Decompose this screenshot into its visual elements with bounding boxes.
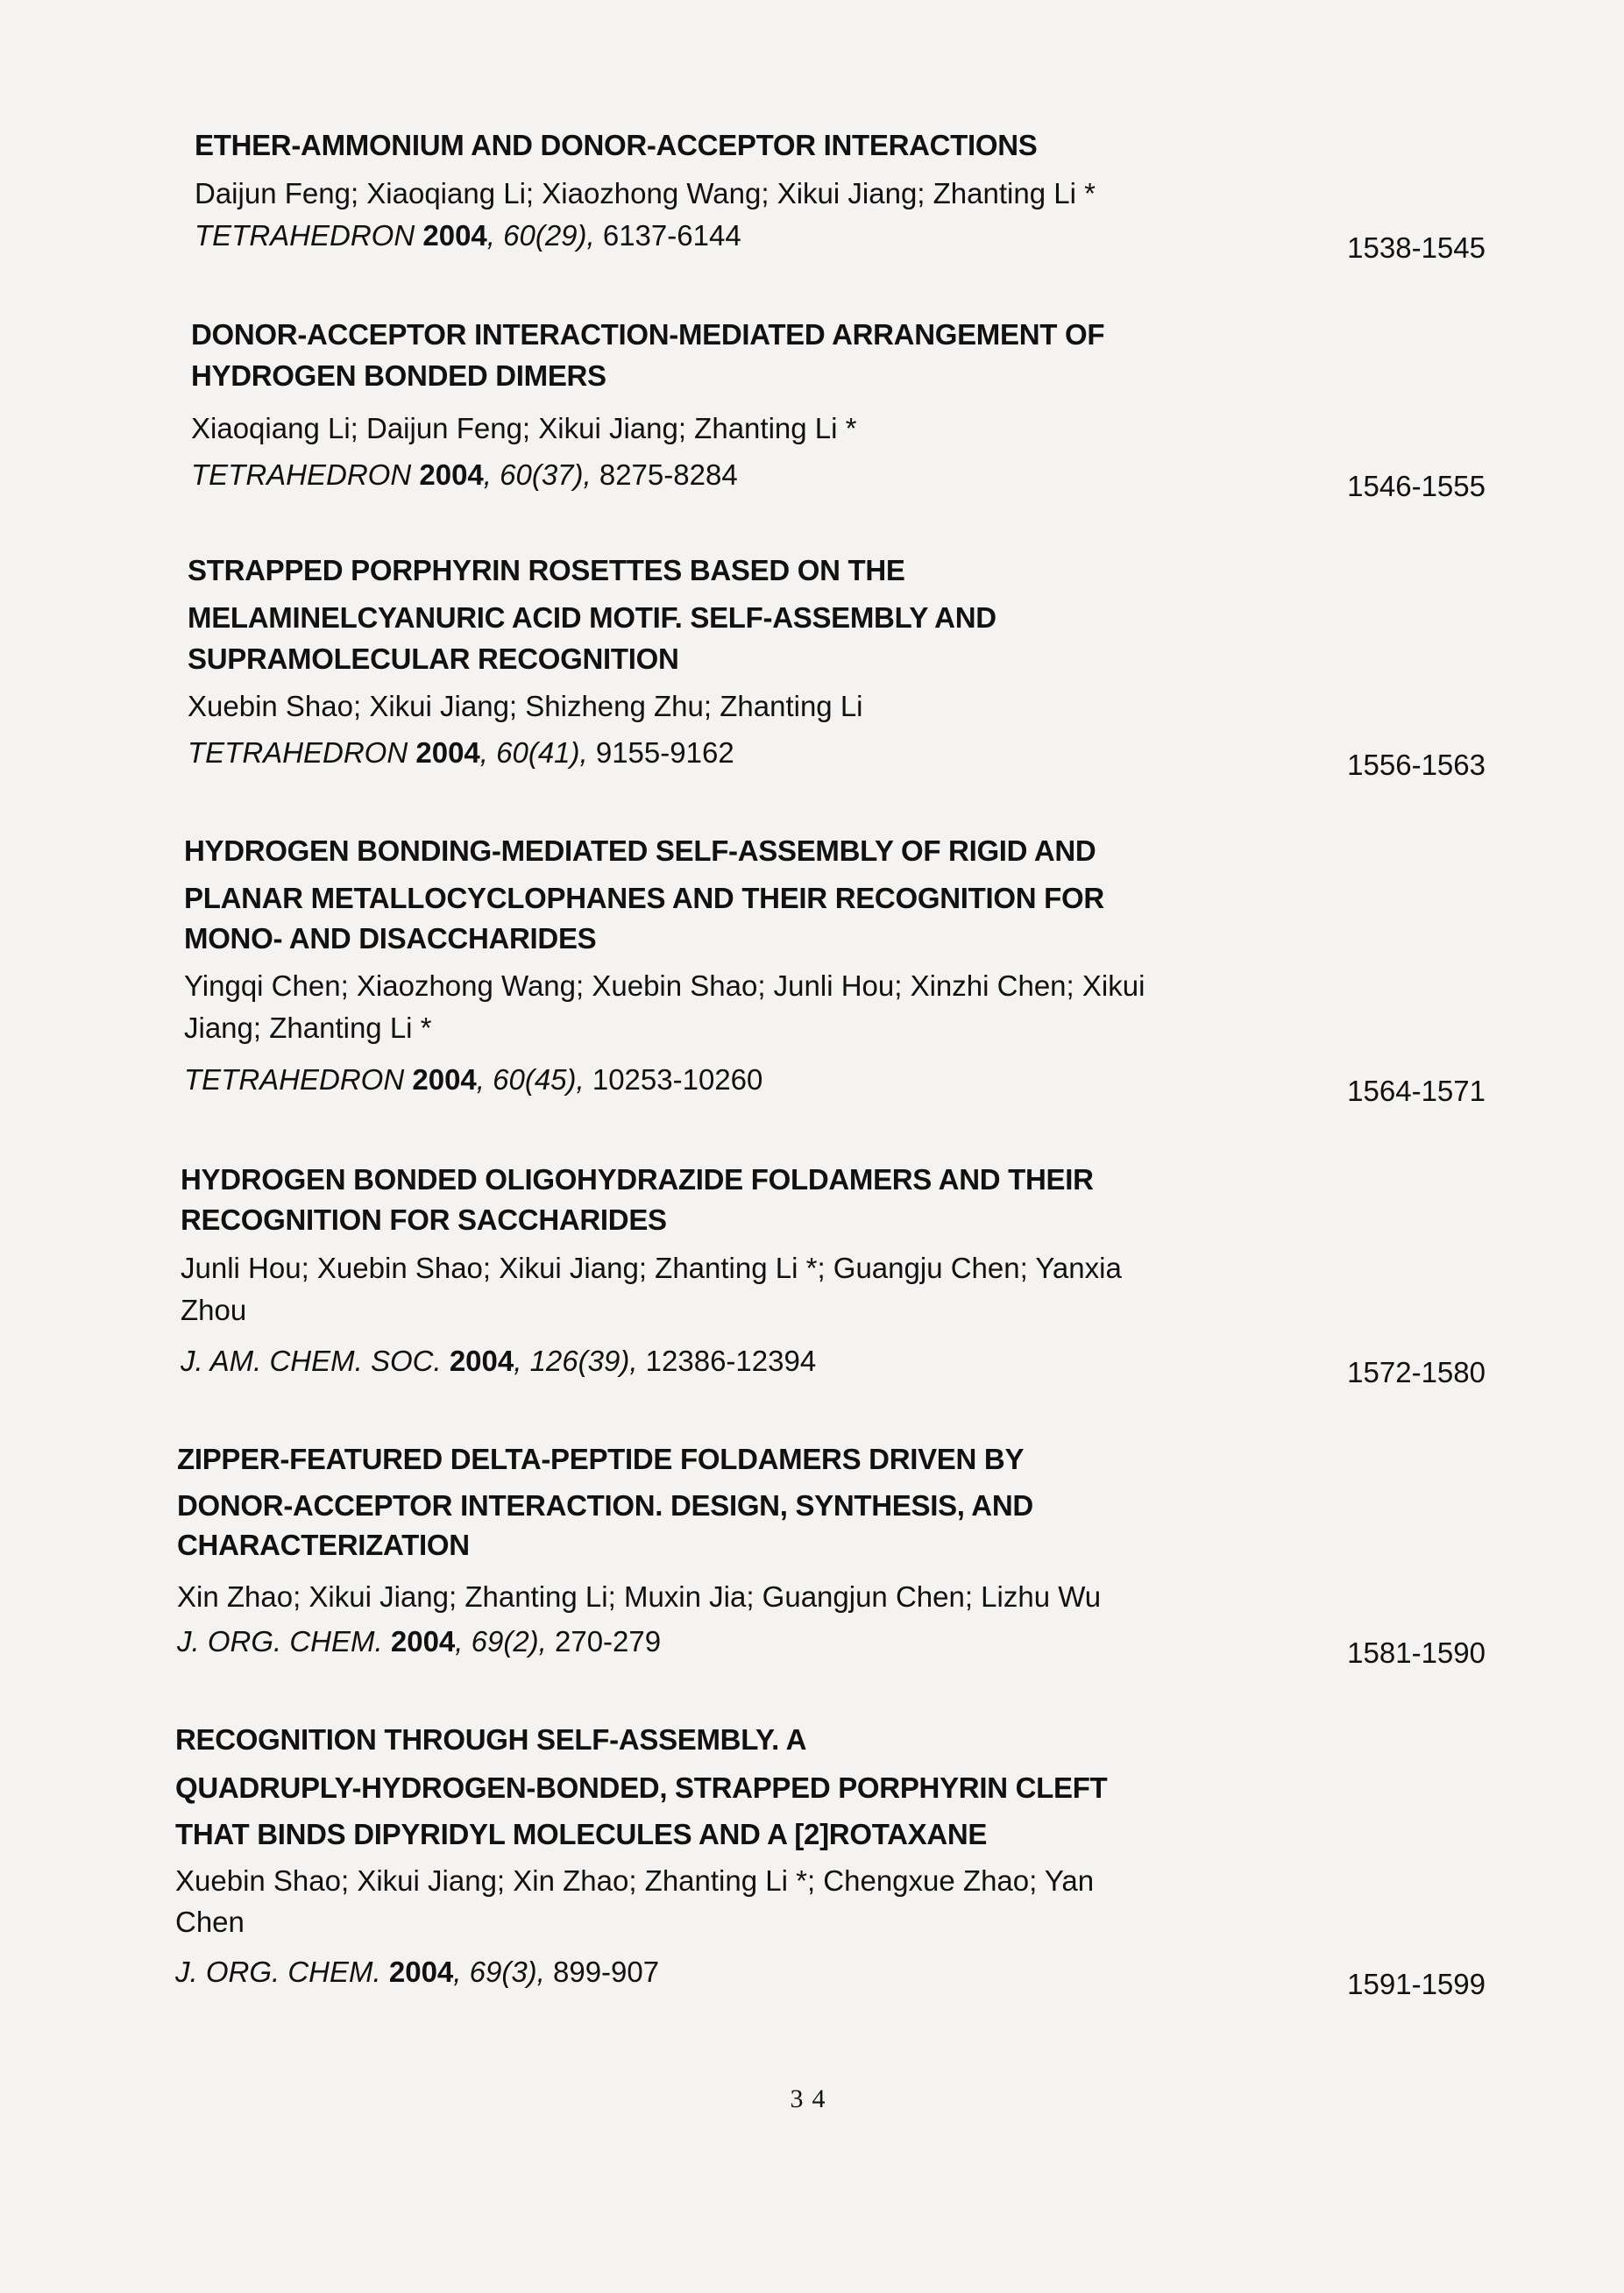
page-range: 6137-6144: [594, 219, 741, 252]
journal-name: J. ORG. CHEM.: [177, 1625, 383, 1658]
page-range: 899-907: [544, 1956, 660, 1988]
volume-issue: , 60(29),: [486, 219, 595, 252]
entry-citation: [195, 214, 741, 258]
publication-year: 2004: [422, 219, 487, 252]
entry-authors-line: Junli Hou; Xuebin Shao; Xikui Jiang; Zhanting Li *; Guangju Chen; Yanxia: [181, 1252, 1122, 1284]
journal-name: TETRAHEDRON: [188, 736, 408, 769]
volume-issue: , 126(39),: [514, 1345, 638, 1377]
entry-title-line: DONOR-ACCEPTOR INTERACTION-MEDIATED ARRANGEMENT OF: [191, 318, 1105, 351]
entry-title-line: MONO- AND DISACCHARIDES: [184, 922, 597, 955]
publication-year: 2004: [412, 1063, 477, 1096]
entry-authors-line: Yingqi Chen; Xiaozhong Wang; Xuebin Shao; Junli Hou; Xinzhi Chen; Xikui: [184, 969, 1145, 1002]
collection-pages: 1546-1555: [1347, 470, 1486, 502]
collection-pages: 1538-1545: [1347, 231, 1486, 264]
journal-name: TETRAHEDRON: [184, 1063, 405, 1096]
page-range: 12386-12394: [637, 1345, 817, 1377]
entry-authors-line: Zhou: [181, 1294, 247, 1326]
page-number: 34: [790, 2084, 834, 2113]
volume-issue: , 60(37),: [483, 458, 592, 491]
publication-year: 2004: [419, 458, 484, 491]
entry-title-line: HYDROGEN BONDING-MEDIATED SELF-ASSEMBLY OF RIGID AND: [184, 834, 1096, 867]
publication-year: 2004: [449, 1345, 514, 1377]
entry-citation: [181, 1339, 816, 1383]
volume-issue: , 60(45),: [476, 1063, 585, 1096]
entry-title-line: STRAPPED PORPHYRIN ROSETTES BASED ON THE: [188, 554, 905, 586]
entry-title-line: RECOGNITION THROUGH SELF-ASSEMBLY. A: [175, 1723, 807, 1756]
publication-year: 2004: [415, 736, 480, 769]
entry-authors-line: Xin Zhao; Xikui Jiang; Zhanting Li; Muxin Jia; Guangjun Chen; Lizhu Wu: [177, 1580, 1102, 1613]
page-range: 8275-8284: [591, 458, 738, 491]
page-range: 10253-10260: [584, 1063, 763, 1096]
volume-issue: , 69(2),: [455, 1625, 547, 1658]
collection-pages: 1591-1599: [1347, 1968, 1486, 2000]
journal-name: J. AM. CHEM. SOC.: [181, 1345, 442, 1377]
entry-authors-line: Xuebin Shao; Xikui Jiang; Xin Zhao; Zhanting Li *; Chengxue Zhao; Yan: [175, 1864, 1095, 1897]
entry-title-line: DONOR-ACCEPTOR INTERACTION. DESIGN, SYNTHESIS, AND: [177, 1489, 1033, 1522]
collection-pages: 1572-1580: [1347, 1356, 1486, 1388]
entry-title-line: RECOGNITION FOR SACCHARIDES: [181, 1203, 667, 1236]
volume-issue: , 69(3),: [453, 1956, 545, 1988]
collection-pages: 1581-1590: [1347, 1636, 1486, 1669]
journal-name: TETRAHEDRON: [195, 219, 415, 252]
journal-name: J. ORG. CHEM.: [175, 1956, 381, 1988]
journal-name: TETRAHEDRON: [191, 458, 412, 491]
collection-pages: 1556-1563: [1347, 749, 1486, 781]
entry-citation: [175, 1950, 659, 1994]
entry-title-line: HYDROGEN BONDED OLIGOHYDRAZIDE FOLDAMERS AND THEIR: [181, 1163, 1094, 1196]
entry-citation: [177, 1620, 661, 1664]
entry-title-line: PLANAR METALLOCYCLOPHANES AND THEIR RECOGNITION FOR: [184, 882, 1104, 914]
entry-title-line: HYDROGEN BONDED DIMERS: [191, 359, 606, 392]
entry-authors-line: Daijun Feng; Xiaoqiang Li; Xiaozhong Wang; Xikui Jiang; Zhanting Li *: [195, 177, 1096, 209]
page-range: 270-279: [546, 1625, 662, 1658]
entry-authors-line: Chen: [175, 1906, 245, 1938]
entry-authors-line: Xuebin Shao; Xikui Jiang; Shizheng Zhu; Zhanting Li: [188, 690, 863, 722]
entry-title-line: THAT BINDS DIPYRIDYL MOLECULES AND A [2]ROTAXANE: [175, 1818, 988, 1850]
entry-citation: [188, 731, 734, 775]
publication-year: 2004: [390, 1625, 456, 1658]
entry-title-line: MELAMINELCYANURIC ACID MOTIF. SELF-ASSEMBLY AND: [188, 601, 996, 634]
collection-pages: 1564-1571: [1347, 1075, 1486, 1107]
entry-title-line: SUPRAMOLECULAR RECOGNITION: [188, 642, 679, 675]
entry-authors-line: Xiaoqiang Li; Daijun Feng; Xikui Jiang; Zhanting Li *: [191, 412, 857, 444]
entry-citation: [191, 453, 738, 497]
entry-citation: [184, 1058, 762, 1102]
page-range: 9155-9162: [587, 736, 734, 769]
volume-issue: , 60(41),: [479, 736, 588, 769]
publication-year: 2004: [388, 1956, 454, 1988]
entry-title-line: CHARACTERIZATION: [177, 1529, 470, 1561]
entry-title-line: ETHER-AMMONIUM AND DONOR-ACCEPTOR INTERACTIONS: [195, 129, 1038, 161]
entry-title-line: ZIPPER-FEATURED DELTA-PEPTIDE FOLDAMERS DRIVEN BY: [177, 1443, 1025, 1475]
entry-authors-line: Jiang; Zhanting Li *: [184, 1012, 432, 1044]
entry-title-line: QUADRUPLY-HYDROGEN-BONDED, STRAPPED PORPHYRIN CLEFT: [175, 1771, 1108, 1804]
